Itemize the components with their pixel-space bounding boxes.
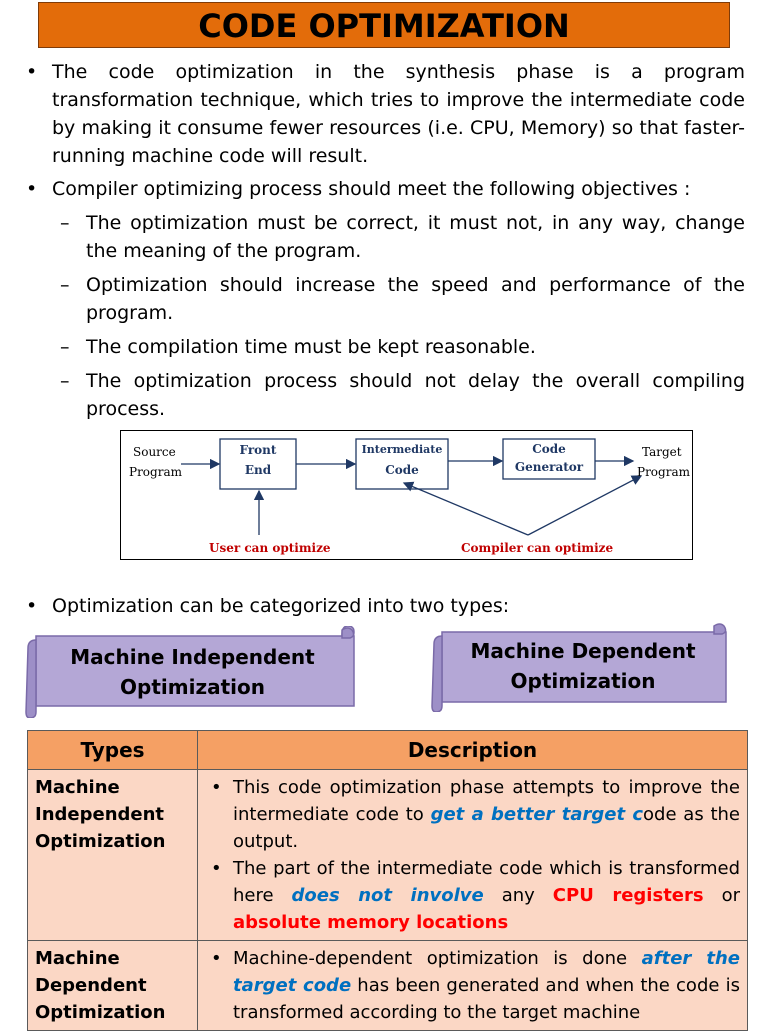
intermediate-label: Code [385,463,419,477]
type-name: Machine [35,948,120,969]
source-label: Source [133,445,176,459]
description-bullet: • This code optimization phase attempts to improve the intermediate code to get a better target code as the output. [205,774,740,855]
codegen-label: Code [532,442,566,456]
type-name: Machine [35,777,120,798]
objectives-heading: Compiler optimizing process should meet the following objectives : [52,178,691,200]
intro-paragraph: The code optimization in the synthesis phase is a program transformation technique, which tries to improve the intermediate code by making it consume fewer resources (i.e. CPU, Memory) so that faster-running machine code will result. [52,61,745,167]
front-end-label: Front [239,443,277,457]
user-optimize-label: User can optimize [209,541,331,555]
table-header-row [28,731,748,770]
type-name: Optimization [35,831,166,852]
header-description: Description [198,731,748,770]
objective-item: The compilation time must be kept reasonable. [86,336,536,358]
scroll-label-left: Optimization [120,675,265,699]
type-cell [28,770,198,941]
arrow-compiler-to-target [528,476,641,535]
table-row [28,770,748,941]
bullet-dot: • [26,595,38,617]
optimization-types-table [27,730,748,1031]
dash-bullet: – [60,212,70,234]
target-label: Program [637,465,690,479]
table-row [28,941,748,1031]
scroll-label-right: Optimization [510,669,656,693]
scroll-label-left: Machine Independent [70,645,315,669]
objective-item: The optimization must be correct, it must not, in any way, change the meaning of the program. [86,212,745,262]
description-cell [198,770,748,941]
intermediate-label: Intermediate [361,443,443,456]
target-label: Target [642,445,682,459]
source-label: Program [129,465,182,479]
codegen-label: Generator [514,460,584,474]
compiler-optimize-label: Compiler can optimize [461,541,614,555]
scroll-label-right: Machine Dependent [470,639,696,663]
description-bullet: • Machine-dependent optimization is done after the target code has been generated and when the code is transformed according to the target machine [205,945,740,1026]
dash-bullet: – [60,370,70,392]
type-name: Dependent [35,975,147,996]
bullet-dot: • [26,178,38,200]
compiler-pipeline-diagram [120,430,693,560]
page-title: CODE OPTIMIZATION [38,2,730,48]
type-cell [28,941,198,1031]
bullet-dot: • [26,61,38,83]
type-name: Optimization [35,1002,166,1023]
dash-bullet: – [60,274,70,296]
objective-item: The optimization process should not delay the overall compiling process. [86,370,745,420]
description-cell [198,941,748,1031]
categorize-text: Optimization can be categorized into two types: [52,595,510,617]
arrow-compiler-to-intermediate [404,483,528,535]
dash-bullet: – [60,336,70,358]
description-bullet: • The part of the intermediate code which is transformed here does not involve any CPU registers or absolute memory locations [205,855,740,936]
objective-item: Optimization should increase the speed and performance of the program. [86,274,745,324]
front-end-label: End [244,463,272,477]
type-name: Independent [35,804,165,825]
header-types: Types [28,731,198,770]
